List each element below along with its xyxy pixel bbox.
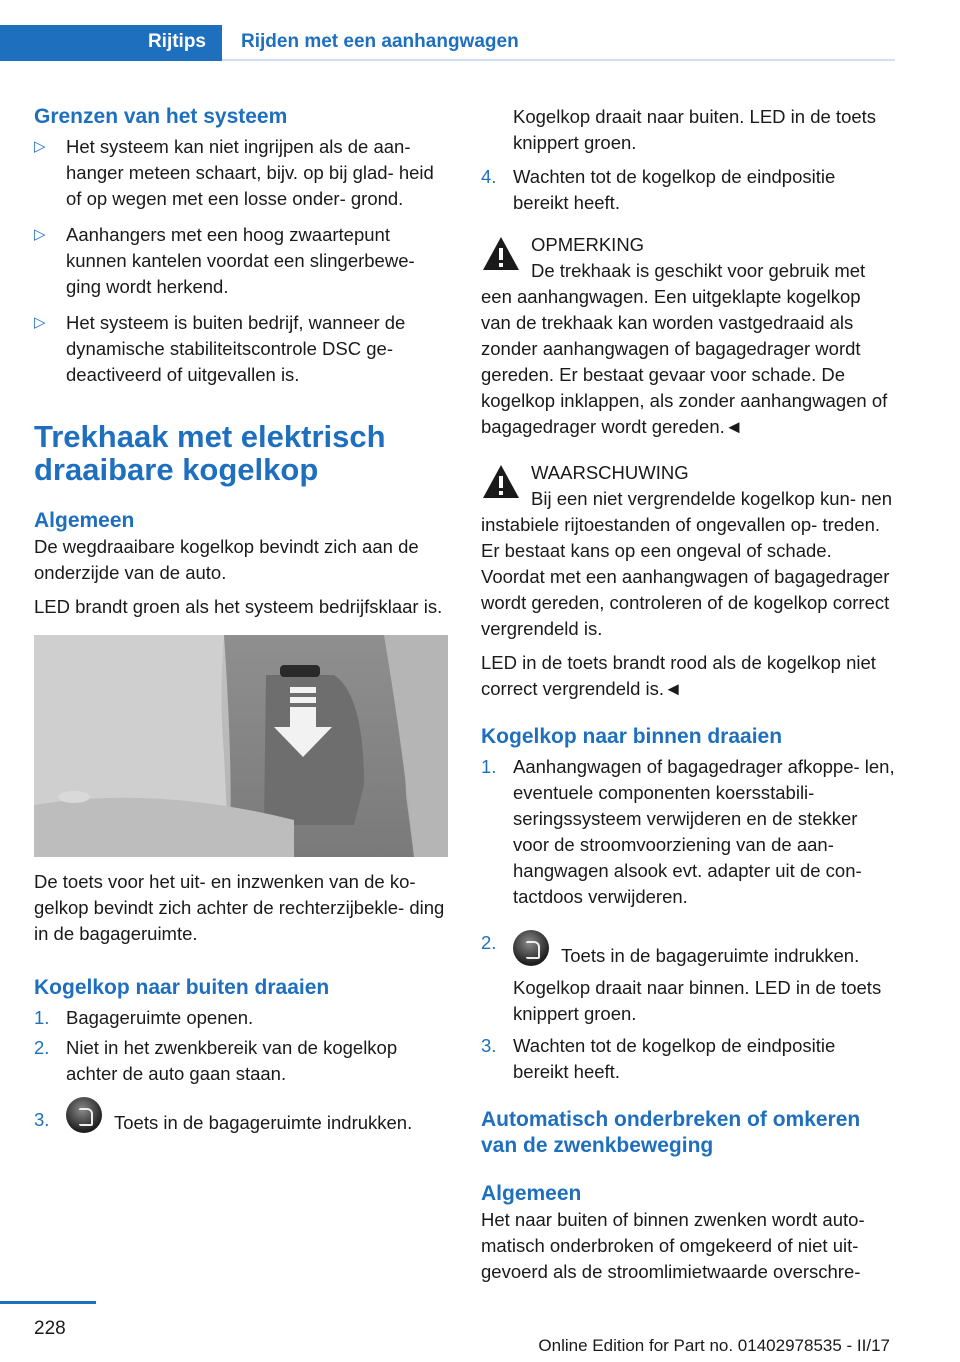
list-item (34, 134, 448, 212)
towbar-button-icon (513, 930, 549, 966)
step-item (481, 1033, 895, 1085)
step-item (481, 930, 895, 969)
step-item (481, 164, 895, 216)
step-text: Kogelkop draait naar binnen. LED in de toets knippert groen. (513, 977, 882, 1024)
out-heading: Kogelkop naar buiten draaien (34, 976, 330, 999)
step-text: Aanhangwagen of bagagedrager afkoppe‐ len, eventuele componenten koersstabili‐ seringssysteem verwijderen en de stekker voor de stroomvoorziening van de aan‐ hangwagen alsook evt. adapter uit de con‐ tactdoos verwijderen. (513, 756, 895, 907)
step-text: Kogelkop draait naar buiten. LED in de toets knippert groen. (513, 106, 877, 153)
towbar-button-icon (66, 1097, 102, 1133)
section-title: Rijden met een aanhangwagen (241, 31, 519, 52)
general-heading: Algemeen (34, 509, 135, 532)
step-number: 1. (481, 756, 497, 777)
list-item (34, 222, 448, 300)
step-number: 3. (481, 1035, 497, 1056)
page-header (0, 25, 895, 63)
step-number: 4. (481, 166, 497, 187)
step-text: Niet in het zwenkbereik van de kogelkop achter de auto gaan staan. (66, 1037, 398, 1084)
step-item (34, 1005, 448, 1031)
step-text: Toets in de bagageruimte indrukken. (114, 1112, 413, 1133)
auto-subheading: Algemeen (481, 1182, 582, 1205)
triangle-bullet-icon: ▷ (34, 226, 46, 243)
step-item (34, 1035, 448, 1087)
general-paragraph: De wegdraaibare kogelkop bevindt zich aan de onderzijde van de auto. (34, 536, 419, 583)
triangle-bullet-icon: ▷ (34, 138, 46, 155)
led-red-text: LED in de toets brandt rood als de kogelkop niet correct vergrendeld is.◄ (481, 652, 876, 699)
edition-text: Online Edition for Part no. 01402978535 - II/17 (538, 1336, 890, 1355)
right-column (481, 104, 895, 1285)
warning-triangle-icon (481, 463, 521, 500)
list-item-text: Het systeem kan niet ingrijpen als de aan‐ hanger meteen schaart, bijv. op bij glad‐ heid of op wegen met een losse onder‐ grond. (66, 136, 434, 209)
step-number: 3. (34, 1109, 50, 1130)
step-text: Bagageruimte openen. (66, 1007, 254, 1028)
photo-caption: De toets voor het uit- en inzwenken van de ko‐ gelkop bevindt zich achter de rechterzijbekle‐ ding in de bagageruimte. (34, 871, 445, 944)
step-item (481, 754, 895, 910)
limits-heading: Grenzen van het systeem (34, 105, 288, 128)
page-number: 228 (34, 1318, 66, 1339)
chapter-label: Rijtips (147, 31, 206, 52)
step-number: 2. (34, 1037, 50, 1058)
list-item-text: Aanhangers met een hoog zwaartepunt kunnen kantelen voordat een slingerbewe‐ ging wordt herkend. (66, 224, 415, 297)
in-heading: Kogelkop naar binnen draaien (481, 725, 783, 748)
step-number: 1. (34, 1007, 50, 1028)
led-paragraph: LED brandt groen als het systeem bedrijfsklaar is. (34, 596, 443, 617)
main-title: Trekhaak met elektrisch draaibare kogelkop (34, 419, 386, 487)
left-column (34, 104, 448, 1136)
step-text: Toets in de bagageruimte indrukken. (561, 945, 860, 966)
warning-text: Bij een niet vergrendelde kogelkop kun‐ nen instabiele rijtoestanden of ongevallen op‐ treden. Er bestaat kans op een ongeval of schade. Voordat met een aanhangwagen of bagagedrager wordt gereden, controleren of de kogelkop correct vergrendeld is. (481, 488, 892, 639)
warning-block (481, 460, 895, 642)
step-item (34, 1107, 448, 1136)
step-text: Wachten tot de kogelkop de eindpositie bereikt heeft. (513, 1035, 836, 1082)
warning-label: WAARSCHUWING (531, 462, 689, 483)
note-text: De trekhaak is geschikt voor gebruik met een aanhangwagen. Een uitgeklapte kogelkop van de trekhaak kan worden vastgedraaid als zonder aanhangwagen of bagagedrager wordt gereden. Er bestaat gevaar voor schade. De kogelkop inklappen, als zonder aanhangwagen of bagagedrager wordt gereden.◄ (481, 260, 888, 437)
auto-paragraph: Het naar buiten of binnen zwenken wordt auto‐ matisch onderbroken of omgekeerd of niet uit‐ gevoerd als de stroomlimietwaarde overschre‐ (481, 1209, 865, 1282)
triangle-bullet-icon: ▷ (34, 314, 46, 331)
footer-rule (0, 1301, 96, 1304)
auto-heading: Automatisch onderbreken of omkeren van de zwenkbeweging (481, 1108, 861, 1157)
chapter-tab (0, 25, 222, 61)
step-text: Wachten tot de kogelkop de eindpositie bereikt heeft. (513, 166, 836, 213)
warning-triangle-icon (481, 235, 521, 272)
note-block (481, 232, 895, 440)
list-item-text: Het systeem is buiten bedrijf, wanneer de dynamische stabiliteitscontrole DSC ge‐ deactiveerd of uitgevallen is. (66, 312, 406, 385)
note-label: OPMERKING (531, 234, 645, 255)
luggage-compartment-photo (34, 635, 448, 857)
header-rule (222, 59, 895, 61)
step-continuation (481, 975, 895, 1027)
step-continuation (481, 104, 895, 156)
step-number: 2. (481, 932, 497, 953)
list-item (34, 310, 448, 388)
